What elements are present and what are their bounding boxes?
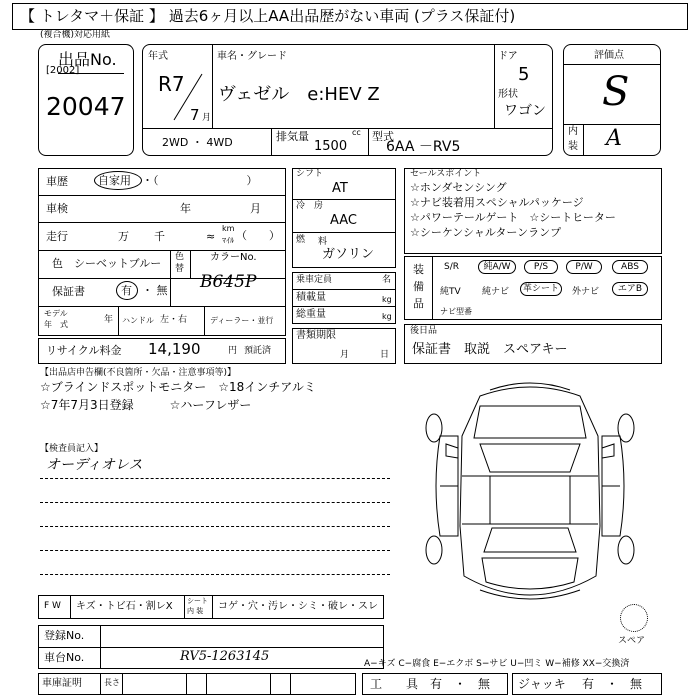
hline-grade-mid xyxy=(563,124,661,125)
mileage-mile: ﾏｲﾙ xyxy=(222,236,234,245)
mileage-km: km xyxy=(222,224,235,233)
month-value: 7 xyxy=(190,106,200,124)
drive-value: 2WD ・ 4WD xyxy=(162,136,233,149)
hline-vehicle xyxy=(142,128,553,129)
inspection-year: 年 xyxy=(180,202,191,215)
fuel-label-1: 燃 xyxy=(296,235,306,245)
seat-label-2: 内 装 xyxy=(187,607,204,615)
garage-v3 xyxy=(186,673,187,695)
handle-value: 左・右 xyxy=(160,315,188,325)
year-label: 年式 xyxy=(148,51,168,62)
specs-h1 xyxy=(292,199,396,200)
garage-v2 xyxy=(122,673,123,695)
shift-label: シフト xyxy=(296,169,324,179)
inspector-label: 【検査員記入】 xyxy=(40,444,104,454)
warranty-yes: 有 xyxy=(121,284,132,297)
vline-interior xyxy=(583,124,584,156)
h-row2 xyxy=(38,222,286,223)
h-row3 xyxy=(38,250,286,251)
lot-number: 20047 xyxy=(46,92,126,121)
garage-sub: 長さ xyxy=(104,678,120,687)
v-color-change xyxy=(170,250,171,306)
seat-label-1: シート xyxy=(187,597,208,605)
exhibitor-line-2: ☆7年7月3日登録 ☆ハーフレザー xyxy=(40,398,252,412)
h-row1 xyxy=(38,195,286,196)
color-value: シーベットブルー xyxy=(74,257,162,270)
specs-h2 xyxy=(292,232,396,233)
accessories-items: 保証書 取説 スペアキー xyxy=(412,342,568,357)
car-diagram xyxy=(410,376,650,626)
garage-label: 車庫証明 xyxy=(42,678,82,689)
h-row5 xyxy=(38,306,286,307)
vline-year xyxy=(212,44,213,128)
equip-sr: S/R xyxy=(444,262,459,272)
seat-legend: コゲ・穴・汚レ・シミ・破レ・スレ xyxy=(218,601,378,612)
capacity-label: 乗車定員 xyxy=(296,275,333,285)
fw-label: F W xyxy=(44,601,61,611)
ac-label: 冷 房 xyxy=(296,201,324,211)
floor-v1 xyxy=(70,595,71,619)
score-label: 評価点 xyxy=(594,50,624,61)
accessories-label: 後日品 xyxy=(410,326,438,336)
history-rest: ・（ ） xyxy=(142,174,258,187)
history-value: 自家用 xyxy=(98,174,131,187)
mileage-man: 万 xyxy=(118,230,129,243)
color-no-label: カラーNo. xyxy=(210,252,257,263)
sales-item-3: ☆パワーテールゲート ☆シートヒーター xyxy=(410,211,616,224)
inspector-dash-3 xyxy=(40,526,390,527)
inspector-dash-5 xyxy=(40,574,390,575)
equip-char-1: 装 xyxy=(413,263,424,276)
shift-value: AT xyxy=(332,181,348,196)
equip-pw: P/W xyxy=(566,260,602,274)
body-value: ワゴン xyxy=(504,103,546,119)
model-year-unit: 年 xyxy=(104,315,114,325)
garage-box xyxy=(38,673,356,695)
mileage-approx: ≈ xyxy=(206,230,216,243)
cap-h1 xyxy=(292,289,396,290)
tools-label: 工 具 xyxy=(370,677,419,691)
hline-grade-top xyxy=(563,64,661,65)
inspector-dash-1 xyxy=(40,478,390,479)
sales-item-1: ☆ホンダセンシング xyxy=(410,181,507,194)
model-year-label-2: 年 式 xyxy=(44,320,68,329)
score-value: S xyxy=(602,69,630,115)
recycle-note: 預託済 xyxy=(244,346,272,356)
sales-item-4: ☆シーケンシャルターンランプ xyxy=(410,226,562,239)
fw-legend: キズ・トビ石・割レX xyxy=(76,601,173,612)
doors-value: 5 xyxy=(518,64,530,85)
fuel-label-2: 料 xyxy=(318,237,328,247)
spare-label: スペア xyxy=(618,636,646,646)
type-label: 型式 xyxy=(372,130,394,143)
color-label: 色 xyxy=(52,257,63,270)
model-year-label-1: モデル xyxy=(44,309,68,318)
mileage-paren: （ ） xyxy=(236,229,280,242)
fuel-value: ガソリン xyxy=(322,247,375,262)
load-label: 積載量 xyxy=(296,292,326,303)
vline-doors xyxy=(494,44,495,128)
garage-v6 xyxy=(290,673,291,695)
displacement-label: 排気量 xyxy=(276,130,309,143)
mileage-sen: 千 xyxy=(154,230,165,243)
mileage-label: 走行 xyxy=(46,230,68,243)
recycle-label: リサイクル料金 xyxy=(46,344,122,357)
capacity-unit: 名 xyxy=(382,275,392,285)
chassis-value: RV5-1263145 xyxy=(180,649,270,664)
sales-label: セールスポイント xyxy=(410,169,482,179)
model-label: 車名・グレード xyxy=(217,51,287,62)
jack-value: 有 ・ 無 xyxy=(582,677,643,691)
cut-note: (複合機)対応用紙 xyxy=(40,30,111,40)
chassis-label: 車台No. xyxy=(44,651,85,664)
equip-char-3: 品 xyxy=(413,297,424,310)
recycle-unit: 円 xyxy=(228,346,238,356)
v-handle xyxy=(118,306,119,336)
inspection-label: 車検 xyxy=(46,202,68,215)
garage-v1 xyxy=(100,673,101,695)
equip-navi-model: ナビ型番 xyxy=(440,307,472,316)
docs-day: 日 xyxy=(380,350,390,360)
interior-label-2: 装 xyxy=(568,141,578,152)
sales-item-2: ☆ナビ装着用スペシャルパッケージ xyxy=(410,196,584,209)
handle-label: ハンドル xyxy=(122,316,154,325)
dealer-label: ディーラー・並行 xyxy=(210,316,274,325)
warranty-label: 保証書 xyxy=(52,285,85,298)
equip-char-2: 備 xyxy=(413,280,424,293)
history-label: 車歴 xyxy=(46,175,68,188)
color-change-label-2: 替 xyxy=(175,264,185,274)
weight-unit: kg xyxy=(382,312,392,321)
garage-v4 xyxy=(206,673,207,695)
inspector-note: オーディオレス xyxy=(46,457,143,473)
equip-abs: ABS xyxy=(612,260,648,274)
reg-label: 登録No. xyxy=(44,629,85,642)
equip-ext-navi: 外ナビ xyxy=(572,287,600,297)
vline-disp xyxy=(368,128,369,156)
garage-v5 xyxy=(270,673,271,695)
equip-airbag: エアB xyxy=(612,282,648,296)
spare-tire-icon xyxy=(620,604,648,632)
v-dealer xyxy=(204,306,205,336)
inspection-month: 月 xyxy=(250,202,261,215)
model-value: ヴェゼル e:HEV Z xyxy=(218,84,380,105)
color-no-value: B645P xyxy=(200,272,257,292)
lot-label: 出品No. xyxy=(58,50,117,69)
equip-leather: 革シート xyxy=(520,282,562,296)
load-unit: kg xyxy=(382,295,392,304)
docs-label: 書類期限 xyxy=(296,330,336,341)
equip-navi: 純ナビ xyxy=(482,287,510,297)
docs-month: 月 xyxy=(340,350,350,360)
lot-session: [2002] xyxy=(46,65,80,76)
cap-h2 xyxy=(292,306,396,307)
exhibitor-line-1: ☆ブラインドスポットモニター ☆18インチアルミ xyxy=(40,380,316,394)
doors-label: ドア xyxy=(498,51,518,62)
exhibitor-label: 【出品店申告欄(不良箇所・欠品・注意事項等)】 xyxy=(40,368,237,378)
body-label: 形状 xyxy=(498,89,518,100)
warranty-rest: ・ 無 xyxy=(142,284,168,297)
inspector-dash-4 xyxy=(40,550,390,551)
equip-ps: P/S xyxy=(524,260,558,274)
equip-alloy-wheels: 純A/W xyxy=(478,260,516,274)
damage-legend: A−キズ C−腐食 E−エクボ S−サビ U−凹ミ W−補修 XX−交換済 xyxy=(364,659,630,669)
weight-label: 総重量 xyxy=(296,309,326,320)
displacement-value: 1500 xyxy=(314,139,348,154)
interior-label-1: 内 xyxy=(568,126,578,137)
reg-h xyxy=(38,647,384,648)
floor-v3 xyxy=(212,595,213,619)
color-change-label-1: 色 xyxy=(175,252,185,262)
reg-v xyxy=(100,625,101,669)
tools-value: 有 ・ 無 xyxy=(430,677,491,691)
year-value: R7 xyxy=(158,72,185,96)
month-unit: 月 xyxy=(202,113,212,123)
ac-value: AAC xyxy=(330,213,357,228)
floor-v2 xyxy=(184,595,185,619)
equip-v xyxy=(432,256,433,320)
inspector-dash-2 xyxy=(40,502,390,503)
vline-drive xyxy=(271,128,272,156)
equip-tv: 純TV xyxy=(440,287,461,297)
v-color-change-2 xyxy=(190,250,191,278)
jack-label: ジャッキ xyxy=(518,677,566,691)
recycle-amount: 14,190 xyxy=(148,340,201,358)
header-banner: 【 トレタマ＋保証 】 過去6ヶ月以上AA出品歴がない車両 (プラス保証付) xyxy=(20,7,516,25)
type-value: 6AA －RV5 xyxy=(386,139,461,155)
interior-value: A xyxy=(606,126,622,151)
displacement-unit: cc xyxy=(352,128,361,137)
